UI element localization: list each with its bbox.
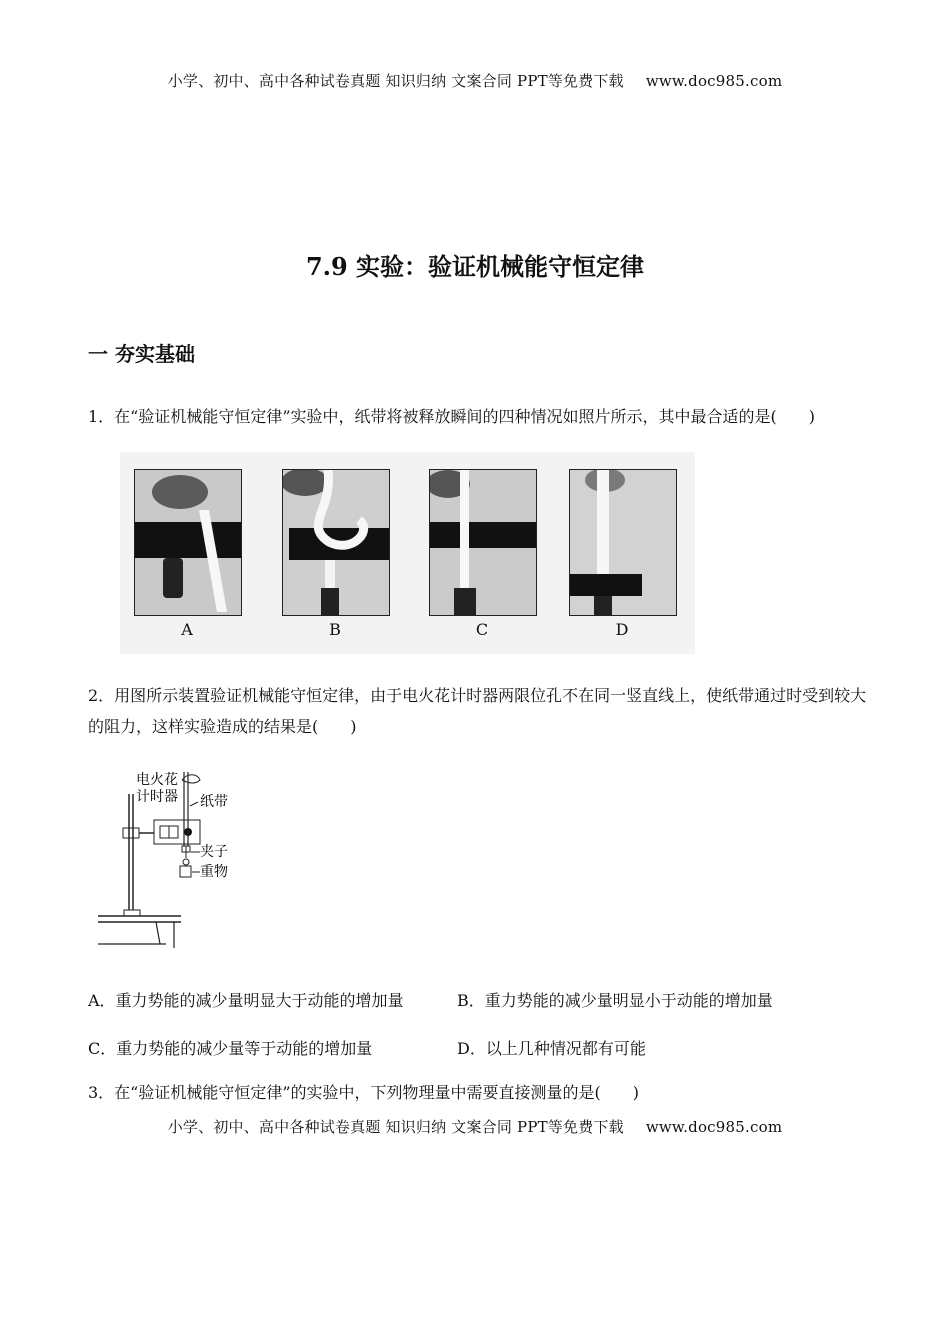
page-title: 7.9 实验：验证机械能守恒定律 (305, 252, 645, 281)
footer-text: 小学、初中、高中各种试卷真题 知识归纳 文案合同 PPT等免费下载 (167, 1118, 624, 1136)
photo-a (134, 469, 242, 616)
photo-c (429, 469, 537, 616)
footer-site-link[interactable]: www.doc985.com (645, 1118, 783, 1136)
question-3-text: 3．在“验证机械能守恒定律”的实验中，下列物理量中需要直接测量的是( ) (88, 1083, 640, 1102)
header-text: 小学、初中、高中各种试卷真题 知识归纳 文案合同 PPT等免费下载 (167, 72, 624, 90)
option-a[interactable]: A．重力势能的减少量明显大于动能的增加量 (88, 991, 404, 1010)
section-heading: 一 夯实基础 (88, 342, 195, 366)
option-d[interactable]: D．以上几种情况都有可能 (457, 1039, 646, 1058)
photo-d (569, 469, 677, 616)
page-footer (0, 1116, 950, 1137)
question-2-text: 2．用图所示装置验证机械能守恒定律，由于电火花计时器两限位孔不在同一竖直线上，使纸带通过时受到较大的阻力，这样实验造成的结果是( ) (88, 686, 867, 736)
q2-apparatus-diagram (96, 766, 256, 956)
label-tape: 纸带 (200, 794, 228, 810)
photo-label-d: D (615, 620, 629, 639)
label-weight: 重物 (200, 864, 228, 880)
q1-photo-figure (120, 452, 695, 654)
option-b[interactable]: B．重力势能的减少量明显小于动能的增加量 (457, 991, 773, 1010)
label-timer-line1: 电火花 (136, 772, 178, 788)
page-header (0, 70, 950, 91)
photo-b (282, 469, 390, 616)
photo-label-a: A (181, 620, 193, 639)
question-1-text: 1．在“验证机械能守恒定律”实验中，纸带将被释放瞬间的四种情况如照片所示，其中最合适的是( ) (88, 407, 816, 426)
photo-label-b: B (329, 620, 341, 639)
photo-label-c: C (475, 620, 489, 639)
option-c[interactable]: C．重力势能的减少量等于动能的增加量 (88, 1039, 373, 1058)
label-timer-line2: 计时器 (136, 789, 178, 805)
header-site-link[interactable]: www.doc985.com (645, 72, 783, 90)
label-clip: 夹子 (200, 844, 228, 860)
